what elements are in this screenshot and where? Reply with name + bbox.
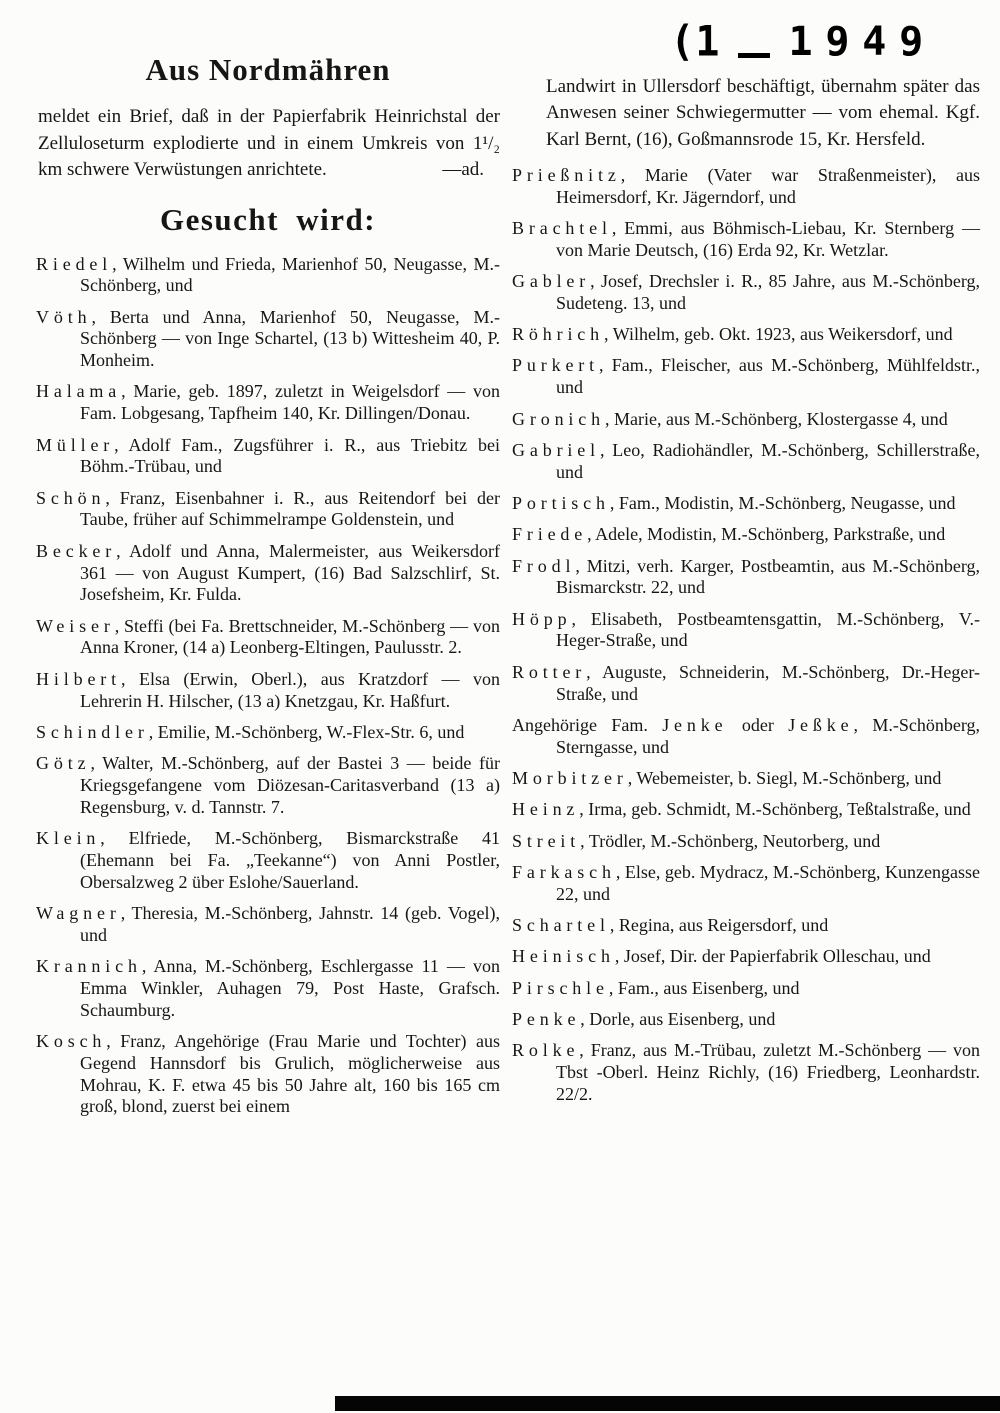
gesucht-entry bbox=[512, 1009, 980, 1031]
gesucht-entry bbox=[512, 609, 980, 653]
entry-details: , Steffi (bei Fa. Brettschneider, M.-Schönberg — von Anna Kroner, (14 a) Leonberg-Eltingen, Paulusstr. 2. bbox=[80, 615, 500, 658]
entry-surname: Vöth bbox=[36, 306, 92, 327]
entry-details: , Wilhelm, geb. Okt. 1923, aus Weikersdorf, und bbox=[604, 324, 953, 345]
right-entries bbox=[512, 165, 980, 1106]
gesucht-entry bbox=[512, 355, 980, 399]
entry-details: , Mitzi, verh. Karger, Postbeamtin, aus M.-Schönberg, Bismarckstr. 22, und bbox=[556, 555, 980, 598]
gesucht-entry bbox=[512, 978, 980, 1000]
gesucht-entry bbox=[512, 218, 980, 262]
entry-details: , Irma, geb. Schmidt, M.-Schönberg, Teßtalstraße, und bbox=[579, 799, 971, 820]
section-heading-gesucht-wird: Gesucht wird: bbox=[159, 201, 377, 237]
entry-surname: Brachtel bbox=[512, 217, 612, 238]
gesucht-entry bbox=[36, 541, 500, 606]
entry-details: , Josef, Dir. der Papierfabrik Olleschau, und bbox=[614, 946, 931, 967]
entry-details: , Else, geb. Mydracz, M.-Schönberg, Kunzengasse 22, und bbox=[556, 861, 980, 904]
gesucht-entry bbox=[512, 271, 980, 315]
entry-surname: Wagner bbox=[36, 902, 121, 923]
entry-surname: Klein bbox=[36, 828, 101, 849]
entry-details: , Theresia, M.-Schönberg, Jahnstr. 14 (geb. Vogel), und bbox=[80, 902, 500, 945]
left-entries bbox=[36, 254, 500, 1119]
entry-details: , Fam., aus Eisenberg, und bbox=[608, 977, 800, 998]
entry-surname: Heinz bbox=[512, 799, 580, 820]
gesucht-entry bbox=[512, 409, 980, 431]
gesucht-entry bbox=[512, 831, 980, 853]
entry-details: , M.-Schönberg, Sterngasse, und bbox=[556, 714, 980, 757]
gesucht-entry bbox=[36, 307, 500, 372]
gesucht-entry bbox=[512, 524, 980, 546]
gesucht-entry bbox=[512, 799, 980, 821]
gesucht-entry bbox=[36, 903, 500, 947]
gesucht-entry bbox=[36, 828, 500, 893]
gesucht-entry bbox=[36, 254, 500, 298]
gesucht-entry bbox=[512, 493, 980, 515]
intro-paragraph bbox=[36, 104, 500, 184]
entry-surname: Morbitzer bbox=[512, 767, 628, 788]
gesucht-entry bbox=[36, 435, 500, 479]
entry-details: , Wilhelm und Frieda, Marienhof 50, Neugasse, M.-Schönberg, und bbox=[80, 253, 500, 296]
entry-details: , Anna, M.-Schönberg, Eschlergasse 11 — von Emma Winkler, Auhagen 79, Post Haste, Grafsch. Schaumburg. bbox=[80, 956, 500, 1020]
entry-surname: Streit bbox=[512, 830, 581, 851]
entry-surname: Halama bbox=[36, 381, 122, 402]
gesucht-entry bbox=[36, 722, 500, 744]
gesucht-entry bbox=[36, 616, 500, 660]
entry-surname: Krannich bbox=[36, 956, 142, 977]
scan-artifact-bar bbox=[335, 1396, 1000, 1411]
entry-surname: Schartel bbox=[512, 914, 610, 935]
entry-details: , Fam., Modistin, M.-Schönberg, Neugasse, und bbox=[609, 492, 956, 513]
stamp-dash-mark bbox=[738, 53, 770, 58]
gesucht-entry bbox=[36, 488, 500, 532]
entry-surname: Rolke bbox=[512, 1040, 580, 1061]
entry-details: , Fam., Fleischer, aus M.-Schönberg, Mühlfeldstr., und bbox=[556, 355, 980, 398]
date-stamp bbox=[512, 17, 936, 67]
entry-details: , Josef, Drechsler i. R., 85 Jahre, aus M.-Schönberg, Sudeteng. 13, und bbox=[556, 271, 980, 313]
entry-surname: Becker bbox=[36, 540, 117, 561]
entry-details: , Elfriede, M.-Schönberg, Bismarckstraße 41 (Ehemann bei Fa. „Teekanne“) von Anni Postler, Obersalzweg 2 über Eslohe/Sauerland. bbox=[80, 828, 500, 892]
entry-surname: Frodl bbox=[512, 555, 576, 576]
gesucht-entry bbox=[36, 669, 500, 713]
gesucht-entry bbox=[512, 862, 980, 906]
gesucht-entry bbox=[36, 956, 500, 1021]
entry-surname: Purkert bbox=[512, 355, 600, 376]
entry-surname: Penke bbox=[512, 1008, 581, 1029]
entry-details: , Auguste, Schneiderin, M.-Schönberg, Dr.-Heger-Straße, und bbox=[556, 661, 980, 704]
entry-surname: Pirschle bbox=[512, 977, 609, 998]
left-column bbox=[36, 52, 500, 1128]
entry-details: , Adolf und Anna, Malermeister, aus Weikersdorf 361 — von August Kumpert, (16) Bad Salzschlirf, St. Josefsheim, Kr. Fulda. bbox=[80, 540, 500, 605]
entry-details: , Webemeister, b. Siegl, M.-Schönberg, und bbox=[627, 767, 942, 788]
author-initials: —ad. bbox=[442, 159, 484, 180]
entry-surname: Schön bbox=[36, 487, 106, 508]
entry-surname: Müller bbox=[36, 434, 115, 455]
entry-details: , Leo, Radiohändler, M.-Schönberg, Schillerstraße, und bbox=[556, 439, 980, 482]
section-heading-aus-nordmaehren: Aus Nordmähren bbox=[145, 52, 391, 87]
entry-details: , Elsa (Erwin, Oberl.), aus Kratzdorf — von Lehrerin H. Hilscher, (13 a) Knetzgau, Kr. Haßfurt. bbox=[80, 668, 500, 711]
entry-surname: Portisch bbox=[512, 492, 610, 513]
entry-surname: Gabler bbox=[512, 271, 591, 292]
right-column bbox=[512, 17, 980, 1115]
entry-details: , Adolf Fam., Zugsführer i. R., aus Triebitz bei Böhm.-Trübau, und bbox=[80, 434, 500, 477]
gesucht-entry bbox=[512, 440, 980, 484]
gesucht-entry bbox=[36, 381, 500, 425]
entry-surname: Friede bbox=[512, 524, 588, 545]
stamp-prefix-mark: (1 bbox=[670, 17, 721, 67]
entry-details: , Berta und Anna, Marienhof 50, Neugasse, M.-Schönberg — von Inge Schartel, (13 b) Wittesheim 40, P. Monheim. bbox=[80, 306, 500, 371]
entry-surname: Farkasch bbox=[512, 861, 616, 882]
entry-surname: Höpp bbox=[512, 608, 572, 629]
entry-details: , Franz, Eisenbahner i. R., aus Reitendorf bei der Taube, früher auf Schimmelrampe Goldenstein, und bbox=[80, 487, 500, 530]
entry-surname: Weiser bbox=[36, 615, 115, 636]
gesucht-entry bbox=[512, 915, 980, 937]
entry-details: , Franz, Angehörige (Frau Marie und Tochter) aus Gegend Hannsdorf bis Grulich, möglicherweise aus Mohrau, K. F. etwa 45 bis 50 Jahre alt, 160 bis 165 cm groß, blond, zuerst bei einem bbox=[80, 1030, 500, 1117]
entry-surname: Götz bbox=[36, 753, 91, 774]
gesucht-entry bbox=[36, 753, 500, 818]
entry-surname: Prießnitz bbox=[512, 164, 621, 185]
entry-surname: Schindler bbox=[36, 721, 149, 742]
entry-details: , Regina, aus Reigersdorf, und bbox=[609, 914, 829, 935]
gesucht-entry bbox=[512, 662, 980, 706]
entry-details: , Marie, geb. 1897, zuletzt in Weigelsdorf — von Fam. Lobgesang, Tapfheim 140, Kr. Dillingen/Donau. bbox=[80, 381, 500, 424]
entry-surname: Heinisch bbox=[512, 946, 615, 967]
gesucht-entry bbox=[512, 768, 980, 790]
entry-connector: oder bbox=[727, 714, 789, 735]
entry-surname: Hilbert bbox=[36, 668, 122, 689]
entry-lead: Angehörige Fam. bbox=[512, 714, 663, 735]
entry-surname: Gabriel bbox=[512, 439, 600, 460]
entry-details: , Elisabeth, Postbeamtensgattin, M.-Schönberg, V.-Heger-Straße, und bbox=[556, 608, 980, 651]
gesucht-entry bbox=[512, 946, 980, 968]
entry-details: , Franz, aus M.-Trübau, zuletzt M.-Schönberg — von Tbst -Oberl. Heinz Richly, (16) Friedberg, Leonhardstr. 22/2. bbox=[556, 1040, 980, 1104]
entry-details: , Emmi, aus Böhmisch-Liebau, Kr. Sternberg — von Marie Deutsch, (16) Erda 92, Kr. Wetzlar. bbox=[556, 217, 980, 260]
gesucht-entry bbox=[512, 324, 980, 346]
intro-text: meldet ein Brief, daß in der Papierfabrik Heinrichstal der Zelluloseturm explodierte und in einem Umkreis von 1¹/₂ km schwere Verwüstungen anrichtete. bbox=[38, 106, 500, 180]
gesucht-entry bbox=[512, 165, 980, 209]
entry-surname-alt: Jeßke bbox=[788, 714, 854, 735]
entry-details: , Adele, Modistin, M.-Schönberg, Parkstraße, und bbox=[587, 524, 946, 545]
entry-surname: Kosch bbox=[36, 1030, 107, 1051]
entry-details: , Marie, aus M.-Schönberg, Klostergasse 4, und bbox=[605, 408, 948, 429]
entry-details: , Dorle, aus Eisenberg, und bbox=[580, 1008, 776, 1029]
stamp-year: 1949 bbox=[788, 19, 936, 65]
entry-details: , Marie (Vater war Straßenmeister), aus Heimersdorf, Kr. Jägerndorf, und bbox=[556, 164, 980, 207]
gesucht-entry bbox=[36, 1031, 500, 1118]
entry-details: , Walter, M.-Schönberg, auf der Bastei 3 — beide für Kriegsgefangene vom Diözesan-Caritasverband (13 a) Regensburg, v. d. Tannstr. 7. bbox=[80, 753, 500, 817]
gesucht-entry bbox=[512, 715, 980, 759]
entry-surname: Jenke bbox=[662, 714, 728, 735]
entry-surname: Riedel bbox=[36, 253, 113, 274]
gesucht-entry bbox=[512, 1040, 980, 1105]
gesucht-entry bbox=[512, 556, 980, 600]
entry-surname: Rotter bbox=[512, 661, 587, 682]
entry-details: , Emilie, M.-Schönberg, W.-Flex-Str. 6, und bbox=[148, 721, 465, 742]
entry-surname: Röhrich bbox=[512, 324, 605, 345]
entry-surname: Gronich bbox=[512, 408, 606, 429]
continuation-paragraph: Landwirt in Ullersdorf beschäftigt, übernahm später das Anwesen seiner Schwiegermutter — vom ehemal. Kgf. Karl Bernt, (16), Goßmannsrode 15, Kr. Hersfeld. bbox=[546, 76, 980, 150]
entry-details: , Trödler, M.-Schönberg, Neutorberg, und bbox=[580, 830, 881, 851]
